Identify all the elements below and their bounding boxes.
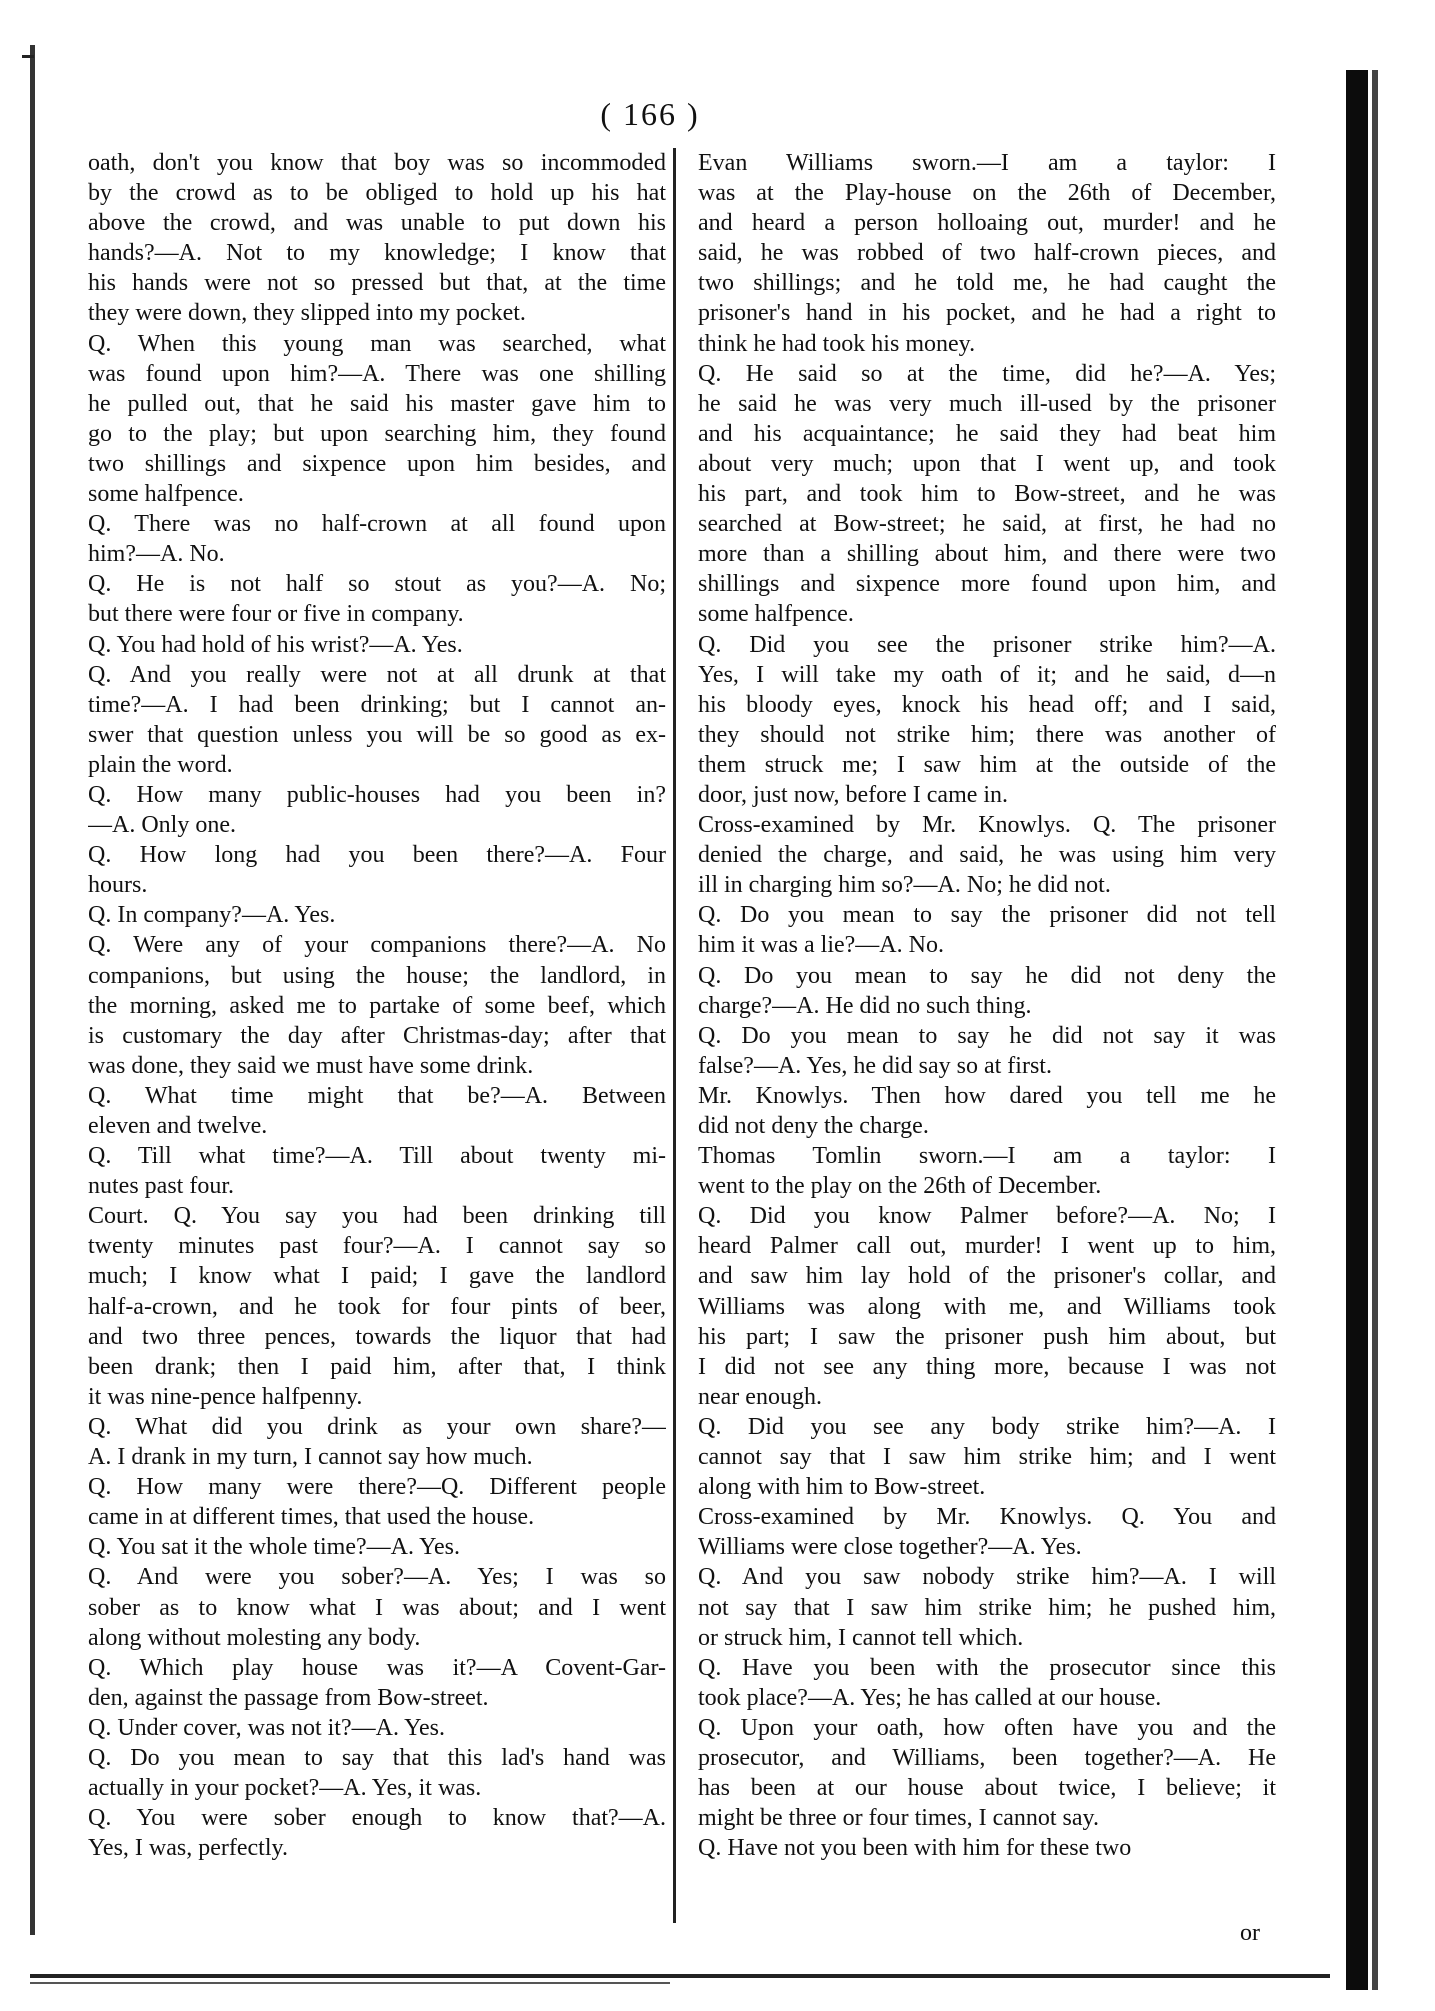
text-line: Q. Did you see any body strike him?—A. I — [698, 1413, 1276, 1440]
text-line: Q. In company?—A. Yes. — [88, 902, 336, 929]
text-line: Evan Williams sworn.—I am a taylor: I — [698, 150, 1276, 176]
text-line: Q. Do you mean to say he did not deny the — [698, 962, 1276, 989]
text-line: Q. There was no half-crown at all found upon — [88, 511, 666, 538]
text-line: Q. You were sober enough to know that?—A. — [88, 1805, 666, 1832]
text-line: actually in your pocket?—A. Yes, it was. — [88, 1775, 482, 1802]
text-line: twenty minutes past four?—A. I cannot say so — [88, 1233, 666, 1260]
text-line: he said he was very much ill-used by the prisoner — [698, 390, 1276, 417]
text-line: ill in charging him so?—A. No; he did not. — [698, 872, 1111, 899]
text-line: A. I drank in my turn, I cannot say how much. — [88, 1444, 533, 1471]
left-column — [88, 148, 666, 1863]
text-line: some halfpence. — [698, 601, 854, 628]
text-line: Q. Do you mean to say that this lad's hand was — [88, 1744, 666, 1771]
page-right-edge-line — [1372, 70, 1378, 1990]
text-line: and his acquaintance; he said they had beat him — [698, 420, 1276, 447]
text-line: Q. Upon your oath, how often have you and the — [698, 1714, 1276, 1741]
text-line: near enough. — [698, 1383, 822, 1410]
text-line: Q. Did you see the prisoner strike him?—A. — [698, 631, 1276, 658]
text-line: hands?—A. Not to my knowledge; I know that — [88, 240, 666, 267]
text-line: his hands were not so pressed but that, at the time — [88, 270, 666, 297]
text-line: his part; I saw the prisoner push him about, but — [698, 1323, 1276, 1350]
text-line: Q. You sat it the whole time?—A. Yes. — [88, 1534, 461, 1561]
text-line: been drank; then I paid him, after that, I think — [88, 1353, 666, 1380]
text-line: by the crowd as to be obliged to hold up his hat — [88, 180, 666, 207]
text-line: shillings and sixpence more found upon him, and — [698, 571, 1276, 598]
text-line: might be three or four times, I cannot say. — [698, 1805, 1099, 1832]
text-line: Q. Which play house was it?—A Covent-Gar- — [88, 1654, 666, 1681]
text-line: above the crowd, and was unable to put down his — [88, 210, 666, 237]
text-line: they should not strike him; there was another of — [698, 721, 1276, 748]
text-line: searched at Bow-street; he said, at first, he had no — [698, 511, 1276, 538]
text-line: Williams were close together?—A. Yes. — [698, 1534, 1082, 1561]
page-number-header: ( 166 ) — [600, 96, 700, 132]
text-line: den, against the passage from Bow-street. — [88, 1684, 489, 1711]
text-line: much; I know what I paid; I gave the landlord — [88, 1263, 666, 1290]
column-divider — [673, 148, 676, 1923]
text-line: nutes past four. — [88, 1173, 234, 1200]
text-line: they were down, they slipped into my pocket. — [88, 300, 526, 327]
text-line: took place?—A. Yes; he has called at our house. — [698, 1684, 1162, 1711]
text-line: Thomas Tomlin sworn.—I am a taylor: I — [698, 1143, 1276, 1170]
text-line: and saw him lay hold of the prisoner's collar, and — [698, 1263, 1276, 1290]
text-line: Q. Do you mean to say he did not say it was — [698, 1022, 1276, 1049]
text-line: he pulled out, that he said his master gave him to — [88, 390, 666, 417]
text-line: prosecutor, and Williams, been together?—A. He — [698, 1744, 1276, 1771]
text-line: Q. He said so at the time, did he?—A. Yes; — [698, 360, 1276, 387]
text-line: him it was a lie?—A. No. — [698, 932, 944, 959]
text-line: not say that I saw him strike him; he pushed him, — [698, 1594, 1276, 1621]
text-line: came in at different times, that used the house. — [88, 1504, 535, 1531]
text-line: has been at our house about twice, I believe; it — [698, 1775, 1276, 1802]
text-line: and heard a person holloaing out, murder! and he — [698, 210, 1276, 237]
text-line: along with him to Bow-street. — [698, 1474, 986, 1501]
text-line: charge?—A. He did no such thing. — [698, 992, 1032, 1019]
text-line: Q. What time might that be?—A. Between — [88, 1082, 666, 1109]
text-line: or struck him, I cannot tell which. — [698, 1624, 1024, 1651]
text-line: time?—A. I had been drinking; but I cannot an- — [88, 691, 666, 718]
text-line: was at the Play-house on the 26th of December, — [698, 180, 1276, 207]
catchword: or — [1240, 1920, 1260, 1946]
text-line: some halfpence. — [88, 481, 244, 508]
text-line: and two three pences, towards the liquor that had — [88, 1323, 666, 1350]
text-line: denied the charge, and said, he was using him very — [698, 842, 1276, 869]
text-line: companions, but using the house; the landlord, in — [88, 962, 666, 989]
text-line: is customary the day after Christmas-day; after that — [88, 1022, 666, 1049]
text-line: more than a shilling about him, and there were two — [698, 541, 1276, 568]
text-line: Q. You had hold of his wrist?—A. Yes. — [88, 631, 463, 658]
text-line: Court. Q. You say you had been drinking till — [88, 1203, 666, 1230]
text-line: prisoner's hand in his pocket, and he had a right to — [698, 300, 1276, 327]
text-line: false?—A. Yes, he did say so at first. — [698, 1052, 1052, 1079]
bottom-rule — [30, 1974, 1330, 1978]
text-line: Q. What did you drink as your own share?— — [88, 1413, 666, 1440]
text-line: Q. He is not half so stout as you?—A. No; — [88, 571, 666, 598]
page-left-edge — [30, 45, 35, 1935]
text-line: Yes, I was, perfectly. — [88, 1835, 288, 1862]
text-line: did not deny the charge. — [698, 1113, 929, 1139]
text-line: Williams was along with me, and Williams took — [698, 1293, 1276, 1320]
right-column — [698, 148, 1276, 1863]
text-line: oath, don't you know that boy was so incommoded — [88, 150, 666, 176]
text-line: eleven and twelve. — [88, 1113, 268, 1139]
page-left-edge-mark — [22, 55, 34, 58]
text-line: it was nine-pence halfpenny. — [88, 1383, 363, 1410]
text-line: hours. — [88, 872, 148, 899]
text-line: two shillings and sixpence upon him besides, and — [88, 450, 666, 477]
text-line: Q. Have you been with the prosecutor since this — [698, 1654, 1276, 1681]
text-line: Q. And you really were not at all drunk at that — [88, 661, 666, 688]
text-line: door, just now, before I came in. — [698, 781, 1009, 808]
text-line: go to the play; but upon searching him, they found — [88, 420, 666, 447]
text-line: said, he was robbed of two half-crown pieces, and — [698, 240, 1276, 267]
text-line: along without molesting any body. — [88, 1624, 421, 1651]
text-line: Q. Till what time?—A. Till about twenty mi- — [88, 1143, 666, 1170]
text-line: heard Palmer call out, murder! I went up to him, — [698, 1233, 1276, 1260]
text-line: about very much; upon that I went up, and took — [698, 450, 1276, 477]
text-line: two shillings; and he told me, he had caught the — [698, 270, 1276, 297]
text-line: went to the play on the 26th of December. — [698, 1173, 1102, 1200]
text-line: Q. When this young man was searched, what — [88, 330, 666, 357]
text-line: Q. Under cover, was not it?—A. Yes. — [88, 1714, 445, 1741]
text-line: swer that question unless you will be so good as ex- — [88, 721, 666, 748]
text-line: plain the word. — [88, 751, 233, 778]
text-line: Q. Were any of your companions there?—A. No — [88, 932, 666, 959]
text-line: half-a-crown, and he took for four pints of beer, — [88, 1293, 666, 1320]
text-line: Mr. Knowlys. Then how dared you tell me he — [698, 1082, 1276, 1109]
text-line: the morning, asked me to partake of some beef, which — [88, 992, 666, 1019]
text-line: but there were four or five in company. — [88, 601, 464, 628]
text-line: Q. And were you sober?—A. Yes; I was so — [88, 1564, 666, 1591]
text-line: his bloody eyes, knock his head off; and I said, — [698, 691, 1276, 718]
text-line: Q. And you saw nobody strike him?—A. I will — [698, 1564, 1276, 1591]
text-line: Q. How many were there?—Q. Different people — [88, 1474, 666, 1501]
text-line: I did not see any thing more, because I was not — [698, 1353, 1276, 1380]
text-line: was done, they said we must have some drink. — [88, 1052, 534, 1079]
bottom-rule-secondary — [30, 1982, 670, 1984]
text-line: Q. Do you mean to say the prisoner did not tell — [698, 902, 1276, 929]
text-line: his part, and took him to Bow-street, and he was — [698, 481, 1276, 508]
text-line: cannot say that I saw him strike him; and I went — [698, 1444, 1276, 1471]
text-line: Q. How many public-houses had you been in? — [88, 781, 666, 808]
text-line: Yes, I will take my oath of it; and he said, d—n — [698, 661, 1276, 688]
text-line: Q. Did you know Palmer before?—A. No; I — [698, 1203, 1276, 1230]
text-line: Q. How long had you been there?—A. Four — [88, 842, 666, 869]
text-line: him?—A. No. — [88, 541, 225, 568]
text-line: Cross-examined by Mr. Knowlys. Q. You and — [698, 1504, 1276, 1531]
text-line: sober as to know what I was about; and I went — [88, 1594, 666, 1621]
text-line: Cross-examined by Mr. Knowlys. Q. The prisoner — [698, 812, 1276, 839]
text-line: Q. Have not you been with him for these two — [698, 1835, 1132, 1862]
text-line: was found upon him?—A. There was one shilling — [88, 360, 666, 387]
text-line: think he had took his money. — [698, 330, 976, 357]
text-line: them struck me; I saw him at the outside of the — [698, 751, 1276, 778]
page-right-edge-shadow — [1346, 70, 1368, 1990]
text-line: —A. Only one. — [88, 812, 236, 839]
